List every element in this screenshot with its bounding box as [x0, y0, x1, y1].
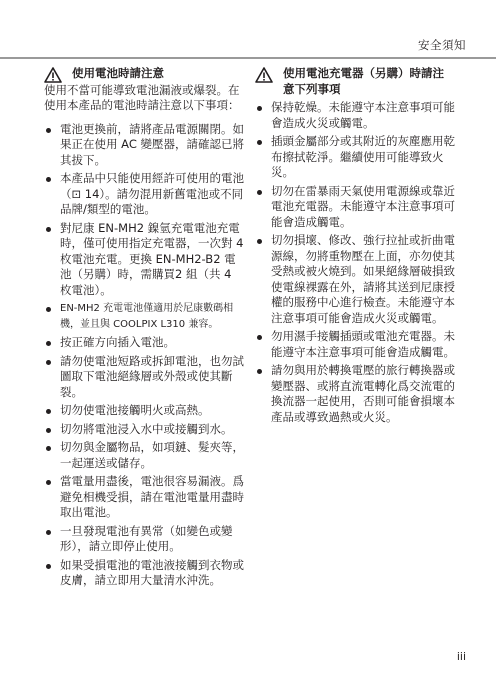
- list-item: 按正確方向插入電池。: [44, 335, 244, 351]
- list-item: 切勿損壞、修改、強行拉扯或折曲電源線，勿將重物壓在上面，亦勿使其受熱或被火燒到。如果絕緣層破損致使電線裸露在外，請將其送到尼康授權的服務中心進行檢查。未能遵守本注意事項可能會造成火災或觸電。: [255, 233, 455, 326]
- battery-caution-title: 使用電池時請注意: [72, 66, 164, 80]
- charger-caution-column: [255, 66, 455, 428]
- charger-caution-heading: [255, 66, 455, 97]
- list-item: 勿用濕手接觸插頭或電池充電器。未能遵守本注意事項可能會造成觸電。: [255, 329, 455, 360]
- list-item: 如果受損電池的電池液接觸到衣物或皮膚，請立即用大量清水沖洗。: [44, 558, 244, 589]
- list-item: 切勿將電池浸入水中或接觸到水。: [44, 422, 244, 438]
- list-item: 切勿與金屬物品，如項鏈、髮夾等，一起運送或儲存。: [44, 440, 244, 471]
- list-item: 切勿使電池接觸明火或高熱。: [44, 403, 244, 419]
- page-number: iii: [456, 650, 466, 663]
- list-item: 插頭金屬部分或其附近的灰塵應用乾布擦拭乾淨。繼續使用可能導致火災。: [255, 134, 455, 181]
- charger-caution-title: 使用電池充電器（另購）時請注意下列事項: [283, 66, 444, 96]
- section-title: 安全須知: [418, 38, 466, 52]
- list-item: 保持乾燥。未能遵守本注意事項可能會造成火災或觸電。: [255, 100, 455, 131]
- battery-caution-intro: 使用不當可能導致電池漏液或爆裂。在使用本產品的電池時請注意以下事項：: [44, 82, 240, 112]
- list-item: 請勿使電池短路或拆卸電池，也勿試圖取下電池絕緣層或外殼或使其斷裂。: [44, 354, 244, 401]
- list-item: 對尼康 EN-MH2 鎳氫充電電池充電時，僅可使用指定充電器，一次對 4 枚電池充電。更換 EN-MH2-B2 電池（另購）時，需購買2 組（共 4 枚電池）。: [44, 221, 244, 299]
- list-item: 一旦發現電池有異常（如變色或變形），請立即停止使用。: [44, 524, 244, 555]
- list-item: 當電量用盡後，電池很容易漏液。爲避免相機受損，請在電池電量用盡時取出電池。: [44, 474, 244, 521]
- list-item: EN-MH2 充電電池僅適用於尼康數碼相機，並且與 COOLPIX L310 兼容。: [44, 301, 244, 332]
- list-item: 本產品中只能使用經許可使用的電池（⊡ 14）。請勿混用新舊電池或不同品牌/類型的電池。: [44, 171, 244, 218]
- list-item: 電池更換前，請將產品電源關閉。如果正在使用 AC 變壓器，請確認已將其拔下。: [44, 122, 244, 169]
- battery-caution-heading: [44, 66, 244, 82]
- warning-icon: [255, 67, 273, 83]
- list-item: 請勿與用於轉換電壓的旅行轉換器或變壓器、或將直流電轉化爲交流電的換流器一起使用，否則可能會損壞本產品或導致過熱或火災。: [255, 363, 455, 425]
- list-item: 切勿在雷暴雨天氣使用電源線或靠近電池充電器。未能遵守本注意事項可能會造成觸電。: [255, 184, 455, 231]
- charger-caution-list: [255, 100, 455, 425]
- battery-caution-column: [44, 66, 244, 592]
- battery-caution-list: [44, 122, 244, 589]
- page-header: [0, 0, 496, 60]
- header-rule: [0, 57, 496, 59]
- warning-icon: [44, 67, 62, 83]
